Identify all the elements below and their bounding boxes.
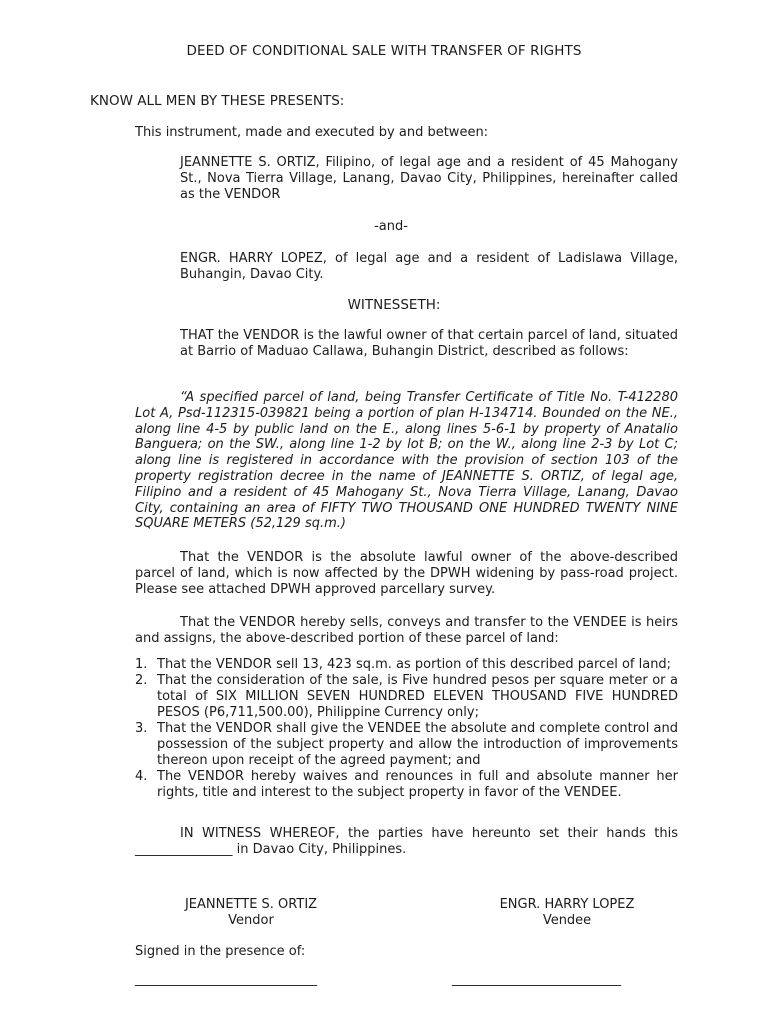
witness-signature-line-left: ____________________________ [135,972,317,987]
intro-line: This instrument, made and executed by and between: [135,125,489,140]
vendee-signature-block [467,897,667,929]
vendee-name: ENGR. HARRY LOPEZ [499,897,635,912]
in-witness-paragraph: IN WITNESS WHEREOF, the parties have hereunto set their hands this _______________ in Davao City, Philippines. [135,826,678,857]
list-item: 1. That the VENDOR sell 13, 423 sq.m. as portion of this described parcel of land; [135,657,672,672]
vendor-party-paragraph: JEANNETTE S. ORTIZ, Filipino, of legal age and a resident of 45 Mahogany St., Nova Tierra Village, Lanang, Davao City, Philippines, hereinafter called as the VENDOR [180,155,678,202]
vendor-role: Vendor [228,913,274,928]
list-item: 2. That the consideration of the sale, is Five hundred pesos per square meter or a total of SIX MILLION SEVEN HUNDRED ELEVEN THOUSAND FIVE HUNDRED PESOS (P6,711,500.00), Philippine Currency only; [135,673,678,720]
vendee-role: Vendee [542,913,592,928]
absolute-owner-paragraph: That the VENDOR is the absolute lawful owner of the above-described parcel of land, which is now affected by the DPWH widening by pass-road project. Please see attached DPWH approved parcellary survey. [135,550,678,597]
witness-signature-line-right: __________________________ [452,972,621,987]
list-item: 4. The VENDOR hereby waives and renounces in full and absolute manner her rights, title and interest to the subject property in favor of the VENDEE. [135,769,678,800]
vendor-name: JEANNETTE S. ORTIZ [184,897,318,912]
sale-paragraph: That the VENDOR hereby sells, conveys and transfer to the VENDEE is heirs and assigns, the above-described portion of these parcel of land: [135,615,678,646]
vendor-signature-block [151,897,351,929]
and-separator: -and- [374,219,408,234]
property-description: “A specified parcel of land, being Transfer Certificate of Title No. T-412280 Lot A, Psd-112315-039821 being a portion of plan H-134714. Bounded on the NE., along line 4-5 by public land on the E., along lines 5-6-1 by property of Anatalio Banguera; on the SW., along line 1-2 by lot B; on the W., along line 2-3 by Lot C; along line is registered in accordance with the provision of section 103 of the property registration decree in the name of JEANNETTE S. ORTIZ, of legal age, Filipino and a resident of 45 Mahogany St., Nova Tierra Village, Lanang, Davao City, containing an area of FIFTY TWO THOUSAND ONE HUNDRED TWENTY NINE SQUARE METERS (52,129 sq.m.) [135,390,678,532]
know-all-heading: KNOW ALL MEN BY THESE PRESENTS: [90,93,345,109]
witnesseth-heading: WITNESSETH: [347,297,441,313]
document-title: DEED OF CONDITIONAL SALE WITH TRANSFER OF RIGHTS [186,43,582,59]
vendee-party-paragraph: ENGR. HARRY LOPEZ, of legal age and a resident of Ladislawa Village, Buhangin, Davao City. [180,251,678,282]
lawful-owner-paragraph: THAT the VENDOR is the lawful owner of that certain parcel of land, situated at Barrio of Maduao Callawa, Buhangin District, described as follows: [180,328,678,359]
signed-presence-label: Signed in the presence of: [135,944,306,959]
list-item: 3. That the VENDOR shall give the VENDEE the absolute and complete control and possession of the subject property and allow the introduction of improvements thereon upon receipt of the agreed payment; and [135,721,678,768]
terms-list [135,657,678,801]
